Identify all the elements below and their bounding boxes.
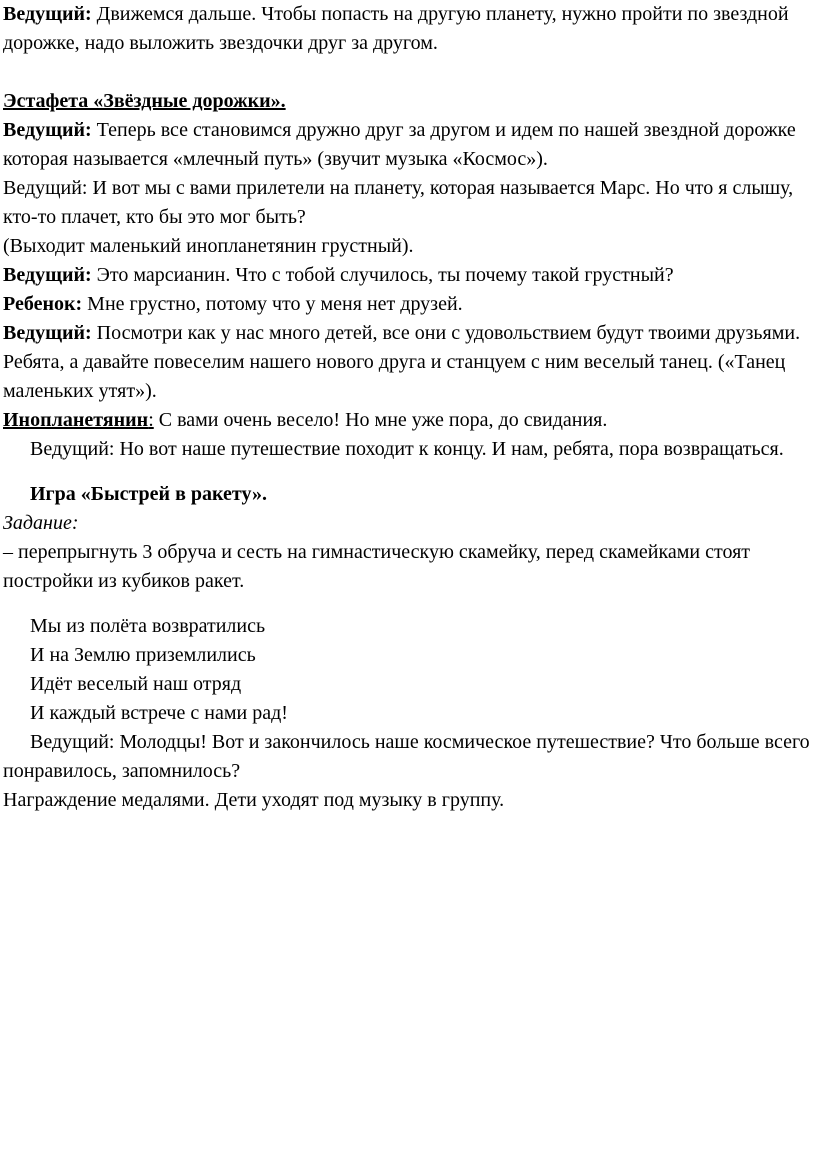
paragraph-well-done: Ведущий: Молодцы! Вот и закончилось наше космическое путешествие? Что больше всего понравилось, запомнилось? — [3, 731, 810, 782]
paragraph-intro — [3, 0, 813, 58]
paragraph-dance — [3, 319, 813, 406]
speaker-colon: : — [148, 409, 154, 431]
poem-line: И каждый встрече с нами рад! — [30, 702, 288, 724]
heading-relay: Эстафета «Звёздные дорожки». — [3, 90, 286, 112]
spacer — [3, 596, 813, 612]
speaker-label: Ребенок: — [3, 293, 83, 315]
spacer — [3, 58, 813, 87]
paragraph-martian — [3, 261, 813, 290]
paragraph-text: С вами очень весело! Но мне уже пора, до свидания. — [153, 409, 608, 431]
paragraph-journey-end: Ведущий: Но вот наше путешествие походит к концу. И нам, ребята, пора возвращаться. — [30, 438, 784, 460]
paragraph-text: Теперь все становимся дружно друг за другом и идем по нашей звездной дорожке которая называется «млечный путь» (звучит музыка «Космос»). — [3, 119, 796, 170]
paragraph-task: – перепрыгнуть 3 обруча и сесть на гимнастическую скамейку, перед скамейками стоят постройки из кубиков ракет. — [3, 541, 751, 592]
paragraph-mars: Ведущий: И вот мы с вами прилетели на планету, которая называется Марс. Но что я слышу, кто-то плачет, кто бы это мог быть? — [3, 177, 794, 228]
task-label: Задание: — [3, 512, 79, 534]
paragraph-text: Посмотри как у нас много детей, все они с удовольствием будут твоими друзьями. Ребята, а давайте повеселим нашего нового друга и станцуем с ним веселый танец. («Танец маленьких утят»). — [3, 322, 801, 402]
paragraph-awards: Награждение медалями. Дети уходят под музыку в группу. — [3, 789, 505, 811]
speaker-label: Ведущий: — [3, 3, 92, 25]
paragraph-star-path — [3, 116, 813, 174]
speaker-label: Ведущий: — [3, 264, 92, 286]
spacer — [3, 464, 813, 480]
speaker-label: Инопланетянин — [3, 409, 149, 431]
paragraph-text: Мне грустно, потому что у меня нет друзей. — [82, 293, 463, 315]
poem-line: И на Землю приземлились — [30, 644, 256, 666]
poem-line: Идёт веселый наш отряд — [30, 673, 242, 695]
speaker-label: Ведущий: — [3, 322, 92, 344]
paragraph-child — [3, 290, 813, 319]
paragraph-text: Движемся дальше. Чтобы попасть на другую планету, нужно пройти по звездной дорожке, надо выложить звездочки друг за другом. — [3, 3, 789, 54]
paragraph-text: Это марсианин. Что с тобой случилось, ты почему такой грустный? — [91, 264, 674, 286]
paragraph-alien-goodbye — [3, 406, 813, 435]
speaker-label: Ведущий: — [3, 119, 92, 141]
paragraph-alien-enters: (Выходит маленький инопланетянин грустный). — [3, 235, 414, 257]
poem-line: Мы из полёта возвратились — [30, 615, 266, 637]
heading-game: Игра «Быстрей в ракету». — [30, 483, 267, 505]
